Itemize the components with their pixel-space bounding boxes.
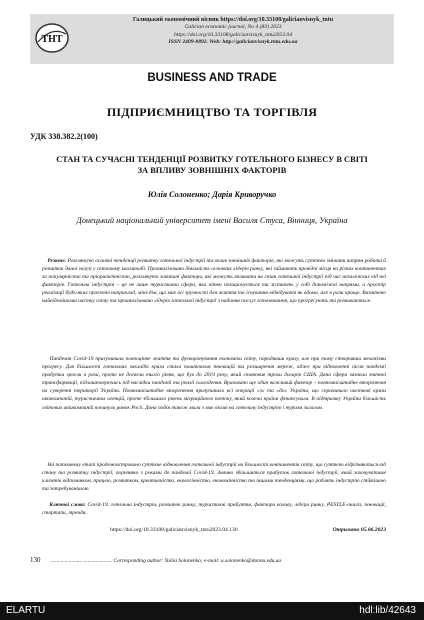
article-doi-link[interactable]: https://doi.org/10.33108/galicianvisnyk_tntu2023.04.130 bbox=[110, 527, 238, 533]
author-affiliation: Донецький національний університет імені Василя Стуса, Вінниця, Україна bbox=[76, 216, 348, 225]
section-title-ua: ПІДПРИЄМНИЦТВО ТА ТОРГІВЛЯ bbox=[106, 105, 318, 119]
corresponding-author-note: .............................................. Corresponding author: Yuliia Solonenko; e-mail: u.solonenko@donnu.edu.ua bbox=[50, 558, 282, 564]
keywords-paragraph bbox=[42, 501, 386, 517]
svg-text:ТНТ: ТНТ bbox=[41, 34, 63, 45]
page-footer bbox=[30, 556, 394, 568]
abstract-paragraph-3 bbox=[42, 461, 386, 493]
journal-title-ua: Галицький економічний вісник https://doi.org/10.33108/galicianvisnyk_tntu bbox=[132, 17, 334, 23]
repository-bar bbox=[0, 602, 424, 620]
abstract-paragraph-1 bbox=[42, 257, 386, 306]
journal-doi[interactable]: https://doi.org/10.33108/galicianvisnyk_tntu2023.04 bbox=[173, 31, 293, 38]
article-title: СТАН ТА СУЧАСНІ ТЕНДЕНЦІЇ РОЗВИТКУ ГОТЕЛЬНОГО БІЗНЕСУ В СВІТІ ЗА ВПЛИВУ ЗОВНІШНІХ ФАКТОРІВ bbox=[56, 155, 368, 175]
abstract-label: Резюме. bbox=[47, 258, 67, 264]
journal-title-en: Galician economic journal, No 4 (83) 2023 bbox=[184, 24, 282, 31]
journal-info bbox=[76, 17, 390, 47]
received-date: Отримано 05.06.2023 bbox=[332, 527, 386, 533]
article-authors: Юлія Солоненко; Дарія Криворучко bbox=[147, 190, 277, 199]
journal-header bbox=[30, 14, 394, 64]
abstract-text: Розглянуто основні тенденції розвитку готельної індустрії та вплив зовнішніх факторів, які можуть суттєво змінити напрям роботи й розвиток даної галузі у світовому масштабі. Проаналізовано діяльність основних лідерів ринку, які займають провідні місця на різних континентах за популярністю та пріоритетністю, розглянуто зовнішні фактори, які можуть впливати на стан готельної індустрії під час незалежних від неї факторів. Готельна індустрія – це не лише туристична сфера, яка чітко позиціонується та зістають у собі допоміжні напрями, а простір реалізації будь-яких проєктів наприклад, міні-дім, що має всі зручності для життя та існування відвідувачів як вдома, але в рази краще. Визначено найвідомішими частку світу та проаналізовано лідерів готельної індустрії з надання послуг готелювання, що прогресують та розвиваються. bbox=[42, 258, 386, 305]
abstract-paragraph-2 bbox=[42, 355, 386, 412]
keywords-label: Ключові слова: bbox=[49, 502, 86, 508]
abstract-text-2: Пандемія Covid-19 призупинила повноцінне життя та функціонування економіки світу, породивши кризу, але при тому створивши механізми прогресу. Для більшості готельних закладів криза стала поштовхом інновацій та розширення мереж, адже при відновленні після пандемії прибутки зросли в рази, проте не досягли тього рівня, що був до 2019 року, який становив трохи доларів США. Дана сфера зазнала значної трансформації, підлаштовуючись під наслідки пандемії та реалії сьогодення. Враховано ще один важливий фактор – повномасштабне вторгнення на суверенні території України. Повномасштабне вторгнення призупинило всі операції «з» та «до» України, що спричинило часткові кризи авіакомпаній, туристичних агенцій, проте збільшило рівень міграційного потоку, який кожна країна фінансувала. В підтримку України більшість світових авіакомпаній покинули ринок Росії. Дана подія також мала з має вплив на готельну індустрію і туризм загалом. bbox=[42, 356, 387, 411]
journal-issn: ISSN 2409-8892. Web: http://galicianvisnyk.tntu.edu.ua bbox=[168, 39, 298, 46]
page-number: 130 bbox=[30, 556, 41, 564]
repository-name: ELARTU bbox=[6, 605, 46, 616]
abstract-text-3: На поточному етапі продемонстровано суттєве відновлення готельної індустрії на більшості континентів світу, що суттєво відрізняються від стану та розвитку індустрії, порівняно з роками до пандемії Covid-19. Значно збільшиться прибуток готельної індустрії, який захочуватиме клієнтів відпочинком, працею, розвитком, креативністю, екологічністю, економічністю та іншими тенденціями, що роблять індустрію стійкішою та затребуванішою. bbox=[42, 462, 386, 493]
paper-page bbox=[30, 14, 394, 584]
handle-id: hdl:lib/42643 bbox=[359, 605, 416, 616]
keywords-text: Covid-19, готельна індустрія, розвиток ринку, туристичні прибуття, фактори впливу, лідери ринку, PESTLE-аналіз, інновації, стартапи, тренди. bbox=[42, 502, 386, 517]
section-title-en: BUSINESS AND TRADE bbox=[147, 72, 277, 84]
udk-code: УДК 338.382.2(100) bbox=[30, 132, 98, 141]
journal-logo-icon bbox=[34, 20, 70, 56]
